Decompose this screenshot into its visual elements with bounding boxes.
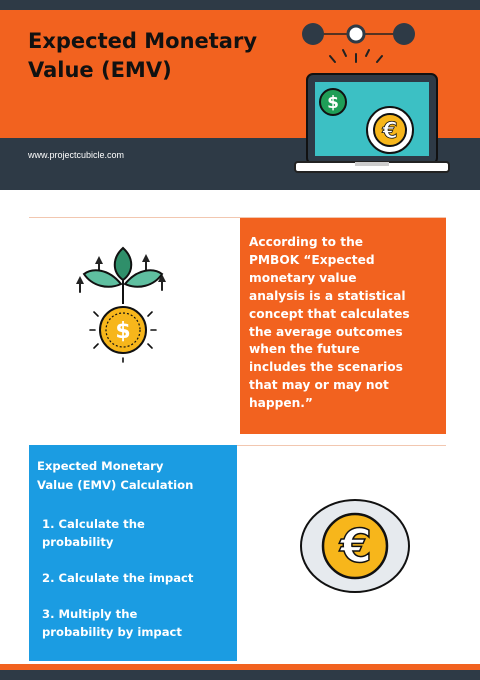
svg-text:€: €	[339, 519, 373, 573]
definition-line: that may or may not	[249, 378, 389, 393]
step-3-line2: probability by impact	[42, 625, 182, 639]
step-2-line1: 2. Calculate the impact	[42, 571, 194, 585]
definition-line: the average outcomes	[249, 324, 403, 339]
definition-line: According to the	[249, 235, 364, 249]
website-link[interactable]: www.projectcubicle.com	[28, 150, 125, 160]
laptop-currency-icon	[285, 12, 455, 182]
step-1	[37, 515, 229, 551]
calculation-box	[29, 445, 237, 661]
definition-box	[240, 218, 446, 434]
definition-line: when the future	[249, 342, 360, 357]
definition-line: PMBOK “Expected	[249, 252, 375, 267]
money-plant-icon	[70, 240, 180, 365]
top-strip	[0, 0, 480, 10]
definition-line: monetary value	[249, 270, 357, 285]
step-2	[37, 569, 229, 587]
page-title-line2: Value (EMV)	[28, 58, 172, 82]
svg-text:$: $	[327, 93, 339, 113]
calculation-title-line2: Value (EMV) Calculation	[37, 478, 194, 492]
page-title	[28, 27, 298, 85]
definition-text	[249, 234, 438, 413]
euro-coin-icon	[298, 496, 412, 596]
definition-line: includes the scenarios	[249, 360, 403, 375]
svg-text:$: $	[115, 319, 131, 344]
calculation-title-line1: Expected Monetary	[37, 459, 164, 473]
definition-line: happen.”	[249, 396, 313, 411]
svg-text:€: €	[382, 119, 398, 144]
page-title-line1: Expected Monetary	[28, 29, 258, 53]
step-3	[37, 605, 229, 641]
definition-line: concept that calculates	[249, 306, 410, 321]
calculation-title	[37, 457, 229, 495]
step-1-line1: 1. Calculate the	[42, 517, 145, 531]
step-3-line1: 3. Multiply the	[42, 607, 138, 621]
step-1-line2: probability	[42, 535, 114, 549]
definition-line: analysis is a statistical	[249, 288, 406, 303]
bottom-bar	[0, 670, 480, 680]
